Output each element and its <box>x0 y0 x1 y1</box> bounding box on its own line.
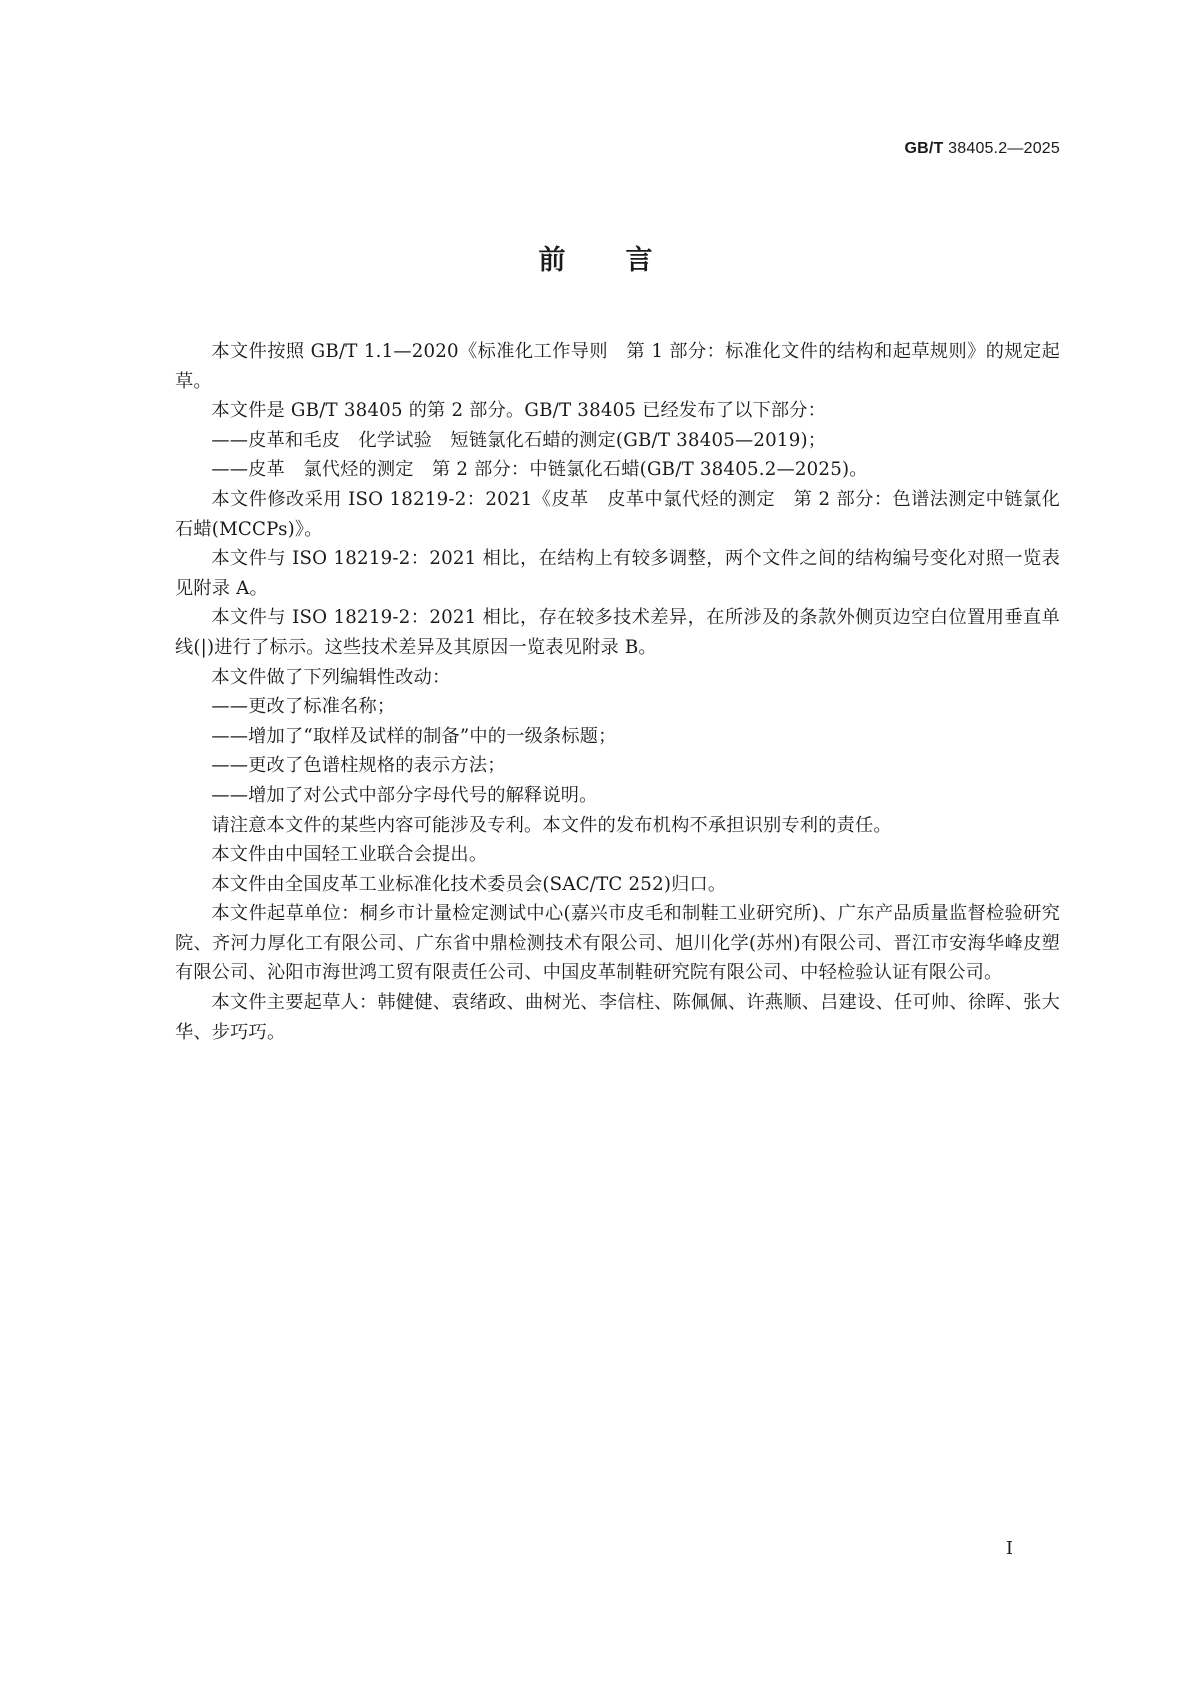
list-item-editorial-change-4: ——增加了对公式中部分字母代号的解释说明。 <box>211 784 598 806</box>
paragraph-drafting-organizations: 本文件起草单位：桐乡市计量检定测试中心(嘉兴市皮毛和制鞋工业研究所)、广东产品质量监督检验研究院、齐河力厚化工有限公司、广东省中鼎检测技术有限公司、旭川化学(苏州)有限公司、晋江市安海华峰皮塑有限公司、沁阳市海世鸿工贸有限责任公司、中国皮革制鞋研究院有限公司、中轻检验认证有限公司。 <box>175 903 1060 984</box>
list-item-editorial-change-1: ——更改了标准名称； <box>211 696 396 718</box>
paragraph-structure-changes: 本文件与 ISO 18219-2：2021 相比，在结构上有较多调整，两个文件之间的结构编号变化对照一览表见附录 A。 <box>175 548 1060 599</box>
paragraph-drafters: 本文件主要起草人：韩健健、袁绪政、曲树光、李信柱、陈佩佩、许燕顺、吕建设、任可帅、徐晖、张大华、步巧巧。 <box>175 992 1060 1043</box>
paragraph-proposer: 本文件由中国轻工业联合会提出。 <box>211 844 488 866</box>
paragraph-series-part: 本文件是 GB/T 38405 的第 2 部分。GB/T 38405 已经发布了以下部分： <box>211 400 827 422</box>
list-item-published-part-1: ——皮革和毛皮 化学试验 短链氯化石蜡的测定(GB/T 38405—2019)； <box>211 429 827 451</box>
page-number: I <box>1005 1538 1013 1559</box>
paragraph-patent-notice: 请注意本文件的某些内容可能涉及专利。本文件的发布机构不承担识别专利的责任。 <box>211 814 892 836</box>
paragraph-drafting-basis: 本文件按照 GB/T 1.1—2020《标准化工作导则 第 1 部分：标准化文件的结构和起草规则》的规定起草。 <box>175 341 1060 392</box>
standard-code <box>904 140 1060 158</box>
paragraph-technical-committee: 本文件由全国皮革工业标准化技术委员会(SAC/TC 252)归口。 <box>211 873 727 895</box>
foreword-body <box>175 337 1060 1047</box>
paragraph-technical-differences: 本文件与 ISO 18219-2：2021 相比，存在较多技术差异，在所涉及的条款外侧页边空白位置用垂直单线(|)进行了标示。这些技术差异及其原因一览表见附录 B。 <box>175 607 1060 658</box>
standard-code-number: 38405.2—2025 <box>943 140 1060 157</box>
list-item-published-part-2: ——皮革 氯代烃的测定 第 2 部分：中链氯化石蜡(GB/T 38405.2—2025)。 <box>211 459 868 481</box>
paragraph-adoption: 本文件修改采用 ISO 18219-2：2021《皮革 皮革中氯代烃的测定 第 2 部分：色谱法测定中链氯化石蜡(MCCPs)》。 <box>175 488 1060 540</box>
list-item-editorial-change-2: ——增加了“取样及试样的制备”中的一级条标题； <box>211 725 617 747</box>
list-item-editorial-change-3: ——更改了色谱柱规格的表示方法； <box>211 755 506 777</box>
paragraph-editorial-changes: 本文件做了下列编辑性改动： <box>211 666 451 688</box>
page-title: 前言 <box>538 245 713 276</box>
standard-code-prefix: GB/T <box>904 140 944 157</box>
